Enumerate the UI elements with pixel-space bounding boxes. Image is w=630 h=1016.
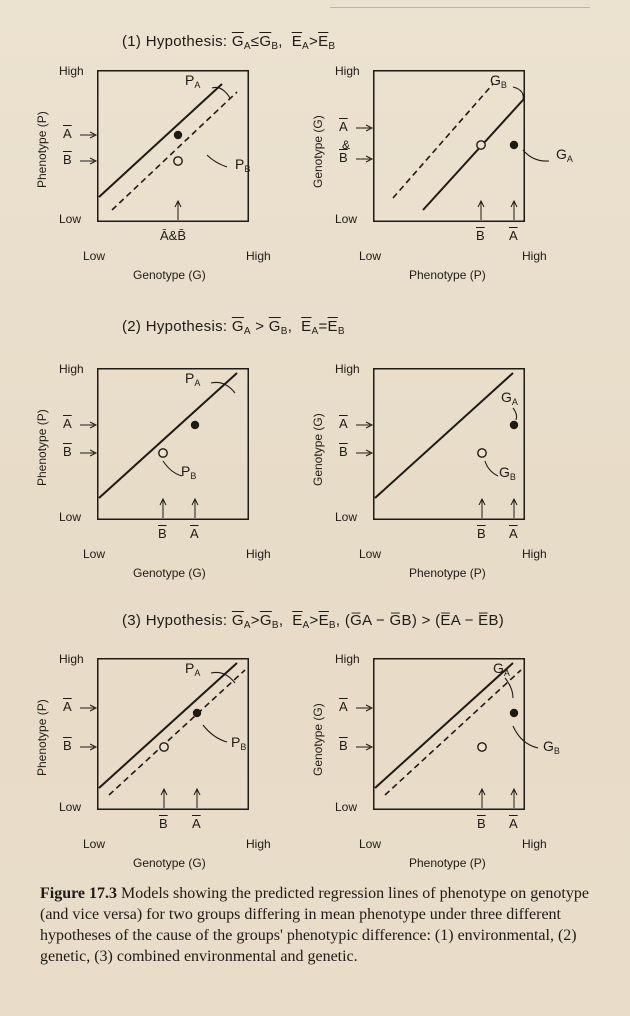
y-axis-high: High <box>335 362 360 376</box>
panel-r3-right <box>311 652 560 870</box>
line-label-second: $G_B$ <box>543 738 560 756</box>
x-axis-high: High <box>246 837 271 851</box>
caption-label: Figure 17.3 <box>40 885 118 902</box>
x-axis-low: Low <box>83 547 106 561</box>
mean-arrow-y-b <box>356 448 374 458</box>
hypothesis-2-title: (2) Hypothesis: $\overline{G}_A > \overline{G}_B$, $\overline{E}_A=\overline{E}_B$ <box>122 318 345 337</box>
page-header-rule <box>330 0 590 8</box>
hypothesis-2-g-relation: > <box>255 318 265 335</box>
mean-label-y-b: $\overline{B}$ <box>63 152 72 167</box>
x-axis-high: High <box>522 837 547 851</box>
line-label-first: $G_A$ <box>493 660 510 678</box>
line-label-pointer <box>203 725 227 742</box>
mean-label-x-b: $\overline{B}$ <box>159 816 168 831</box>
mean-label-y-and: & <box>342 138 351 152</box>
line-label-pointer <box>513 87 523 100</box>
regression-line-group-a <box>99 84 222 197</box>
mean-label-y-a: $\overline{A}$ <box>339 416 348 431</box>
y-axis-title: Genotype (G) <box>311 703 325 776</box>
x-axis-low: Low <box>359 249 382 263</box>
plot-frame <box>98 71 249 222</box>
mean-arrow-y-a <box>356 703 374 713</box>
mean-label-y-b: $\overline{B}$ <box>339 150 348 165</box>
plot-frame <box>374 71 525 222</box>
y-axis-low: Low <box>335 800 358 814</box>
x-axis-low: Low <box>359 837 382 851</box>
line-label-second: $G_A$ <box>556 146 573 164</box>
line-label-pointer <box>207 155 227 167</box>
plot-area-r3-left <box>97 658 249 810</box>
hypothesis-2-e-relation: = <box>318 318 328 335</box>
x-axis-low: Low <box>83 837 106 851</box>
mean-label-x-a: $\overline{A}$ <box>509 816 518 831</box>
x-axis-high: High <box>246 547 271 561</box>
y-axis-low: Low <box>59 800 82 814</box>
y-axis-title: Phenotype (P) <box>35 111 49 188</box>
hypothesis-1-e-relation: > <box>309 33 319 50</box>
mean-point-group-b <box>159 449 167 457</box>
x-axis-low: Low <box>359 547 382 561</box>
plot-area-r2-left <box>97 368 249 520</box>
mean-label-y-a: $\overline{A}$ <box>63 416 72 431</box>
regression-line-group-a <box>375 663 513 788</box>
mean-label-x-a: $\overline{A}$ <box>509 228 518 243</box>
mean-arrow-y-a <box>80 703 98 713</box>
y-axis-title: Phenotype (P) <box>35 699 49 776</box>
hypothesis-3-e-relation: > <box>309 612 319 629</box>
y-axis-low: Low <box>335 510 358 524</box>
hypothesis-3-difference-comparison: (G̅A − G̅B) > (E̅A − E̅B) <box>344 612 505 629</box>
panel-r3-left <box>35 652 271 870</box>
regression-line-group-b <box>109 670 245 795</box>
mean-arrow-y-a <box>80 420 98 430</box>
panel-r1-right <box>311 64 573 282</box>
mean-arrow-y-b <box>356 742 374 752</box>
line-label-first: $P_A$ <box>185 72 201 90</box>
hypothesis-2-prefix: (2) Hypothesis: <box>122 318 232 335</box>
mean-label-y-a: $\overline{A}$ <box>339 119 348 134</box>
figure-caption <box>40 883 600 967</box>
mean-point-group-b <box>478 449 486 457</box>
mean-arrow-y-a <box>80 130 98 140</box>
x-axis-title: Phenotype (P) <box>409 268 486 282</box>
mean-point-group-b <box>477 141 485 149</box>
x-axis-title: Genotype (G) <box>133 856 206 870</box>
mean-label-x-a: $\overline{A}$ <box>190 526 199 541</box>
x-axis-title: Genotype (G) <box>133 268 206 282</box>
mean-point-group-a <box>174 131 182 139</box>
mean-arrow-y-a <box>356 123 374 133</box>
line-label-first: $P_A$ <box>185 660 201 678</box>
x-axis-high: High <box>522 249 547 263</box>
y-axis-high: High <box>335 64 360 78</box>
panel-r2-right <box>311 362 547 580</box>
mean-arrow-y-b <box>80 742 98 752</box>
x-axis-title: Genotype (G) <box>133 566 206 580</box>
line-label-pointer <box>513 408 517 420</box>
mean-arrow-y-a <box>356 420 374 430</box>
mean-point-group-a <box>191 421 199 429</box>
mean-label-y-a: $\overline{A}$ <box>63 699 72 714</box>
mean-point-group-a <box>510 141 518 149</box>
plot-frame <box>98 369 249 520</box>
hypothesis-3-prefix: (3) Hypothesis: <box>122 612 232 629</box>
regression-line-group-a <box>99 663 237 788</box>
mean-label-x-b: $\overline{B}$ <box>158 526 167 541</box>
mean-label-y-b: $\overline{B}$ <box>63 444 72 459</box>
mean-label-y-b: $\overline{B}$ <box>63 738 72 753</box>
line-label-second: $G_B$ <box>499 464 516 482</box>
hypothesis-1-prefix: (1) Hypothesis: <box>122 33 232 50</box>
y-axis-low: Low <box>335 212 358 226</box>
line-label-pointer <box>505 678 513 698</box>
mean-point-group-b <box>174 157 182 165</box>
regression-line-group-b <box>112 92 237 210</box>
panel-r2-left <box>35 362 271 580</box>
line-label-pointer <box>513 726 538 748</box>
hypothesis-3-g-relation: > <box>250 612 260 629</box>
mean-point-group-a <box>510 421 518 429</box>
hypothesis-3-title: (3) Hypothesis: $\overline{G}_A>\overline{G}_B$, $\overline{E}_A>\overline{E}_B$, (G̅A − G̅B) > (E̅A − E̅B) <box>122 612 505 631</box>
line-label-second: $P_B$ <box>181 463 197 481</box>
y-axis-high: High <box>335 652 360 666</box>
y-axis-high: High <box>59 652 84 666</box>
x-axis-low: Low <box>83 249 106 263</box>
mean-label-x-a: $\overline{A}$ <box>509 526 518 541</box>
x-axis-high: High <box>522 547 547 561</box>
mean-label-y-b: $\overline{B}$ <box>339 738 348 753</box>
y-axis-title: Genotype (G) <box>311 413 325 486</box>
regression-line-group-b <box>385 670 521 795</box>
y-axis-high: High <box>59 64 84 78</box>
caption-text: Models showing the predicted regression lines of phenotype on genotype (and vice versa) for two groups differing in mean phenotype under three different hypotheses of the cause of the groups' phenotypic difference: (1) environmental, (2) genetic, (3) combined environmental and genetic. <box>40 885 589 965</box>
line-label-first: $P_A$ <box>185 370 201 388</box>
y-axis-high: High <box>59 362 84 376</box>
y-axis-low: Low <box>59 212 82 226</box>
mean-label-x-b: $\overline{B}$ <box>476 228 485 243</box>
regression-line-group-a <box>375 373 513 498</box>
mean-label-y-a: $\overline{A}$ <box>339 699 348 714</box>
y-axis-title: Phenotype (P) <box>35 409 49 486</box>
x-axis-title: Phenotype (P) <box>409 856 486 870</box>
line-label-pointer <box>523 150 549 161</box>
line-label-pointer <box>163 461 182 476</box>
x-axis-title: Phenotype (P) <box>409 566 486 580</box>
regression-line-group-a <box>423 100 523 210</box>
line-label-pointer <box>485 461 498 476</box>
mean-arrow-y-b <box>80 156 98 166</box>
mean-point-group-a <box>193 709 201 717</box>
plot-frame <box>374 659 525 810</box>
mean-label-x-b: $\overline{B}$ <box>477 526 486 541</box>
line-label-pointer <box>211 382 235 393</box>
hypothesis-1-g-relation: ≤ <box>250 33 260 50</box>
plot-area-r1-right <box>373 70 525 222</box>
line-label-first: $G_B$ <box>490 72 507 90</box>
line-label-second: $P_B$ <box>231 734 247 752</box>
mean-arrow-y-b <box>80 448 98 458</box>
mean-label-x-b: $\overline{B}$ <box>477 816 486 831</box>
plot-area-r1-left <box>97 70 249 222</box>
plot-frame <box>98 659 249 810</box>
panel-r1-left <box>35 64 271 282</box>
mean-point-group-b <box>160 743 168 751</box>
line-label-second: $P_B$ <box>235 156 251 174</box>
x-axis-high: High <box>246 249 271 263</box>
y-axis-low: Low <box>59 510 82 524</box>
plot-area-r3-right <box>373 658 525 810</box>
mean-label-y-a: $\overline{A}$ <box>63 126 72 141</box>
regression-line-group-a <box>99 373 237 498</box>
mean-point-group-a <box>510 709 518 717</box>
mean-arrow-y-b <box>356 154 374 164</box>
line-label-pointer <box>212 87 230 98</box>
line-label-pointer <box>211 672 235 683</box>
mean-label-x-a: $\overline{A}$ <box>192 816 201 831</box>
mean-point-group-b <box>478 743 486 751</box>
regression-line-group-b <box>393 84 493 198</box>
mean-label-y-b: $\overline{B}$ <box>339 444 348 459</box>
hypothesis-1-title: (1) Hypothesis: $\overline{G}_A\le\overline{G}_B$, $\overline{E}_A>\overline{E}_B$ <box>122 33 336 52</box>
mean-label-x-ab: Ā&B̄ <box>160 228 187 243</box>
y-axis-title: Genotype (G) <box>311 115 325 188</box>
line-label-first: $G_A$ <box>501 389 518 407</box>
